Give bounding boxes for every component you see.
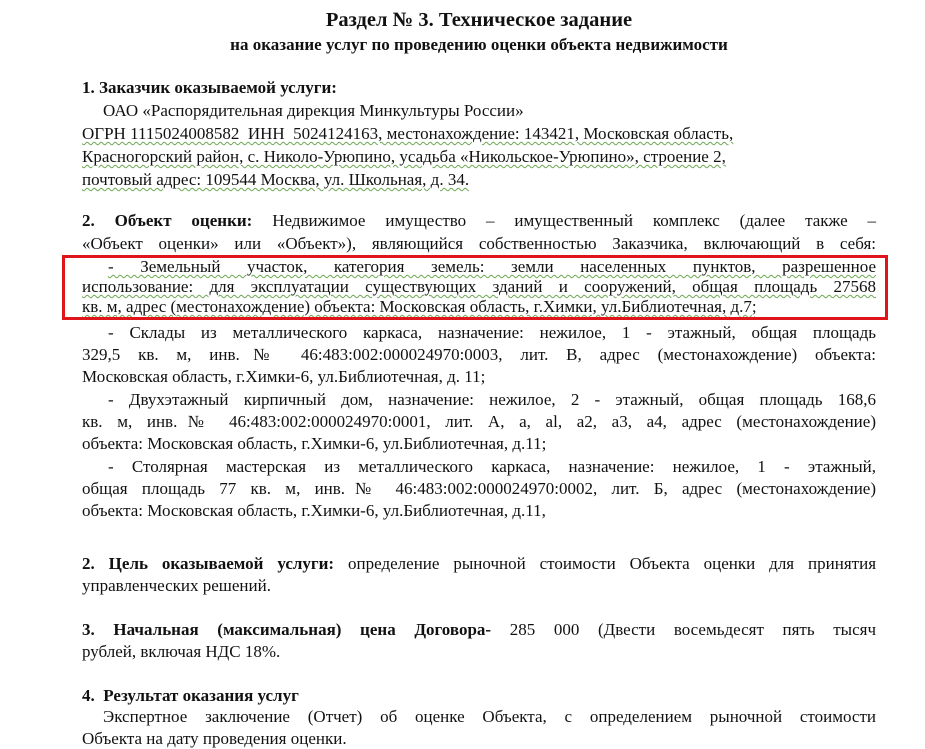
goal-heading: 2. Цель оказываемой услуги:	[82, 554, 335, 573]
customer-ogrn-text: ОГРН 1115024008582 ИНН 5024124163, местонахождение: 143421, Московская область,	[82, 124, 734, 143]
object-intro-rest: Недвижимое имущество – имущественный комплекс (далее также –	[272, 211, 877, 230]
price-line-1	[82, 620, 876, 640]
warehouse-line-1: - Склады из металлического каркаса, назначение: нежилое, 1 - этажный, общая площадь	[108, 323, 876, 342]
goal-line-1	[82, 554, 876, 574]
section-title: Раздел № 3. Техническое задание	[325, 9, 633, 31]
customer-heading: 1. Заказчик оказываемой услуги:	[82, 78, 337, 97]
land-plot-line-2: использование: для эксплуатации существующих зданий и сооружений, общая площадь 27568	[82, 277, 876, 296]
price-line-2: рублей, включая НДС 18%.	[82, 642, 281, 661]
customer-address-text: Красногорский район, с. Николо-Урюпино, усадьба «Никольское-Урюпино», строение 2,	[82, 147, 726, 166]
goal-text: определение рыночной стоимости Объекта оценки для принятия	[348, 554, 877, 573]
customer-name: ОАО «Распорядительная дирекция Минкультуры России»	[103, 101, 524, 120]
customer-postal-text: почтовый адрес: 109544 Москва, ул. Школьная, д. 34.	[82, 170, 470, 189]
brick-house-line-2: кв. м, инв.№ 46:483:002:000024970:0001, лит. А, а, al, а2, а3, а4, адрес (местонахождение)	[82, 412, 876, 431]
result-line-2: Объекта на дату проведения оценки.	[82, 729, 347, 748]
warehouse-line-2: 329,5 кв. м, инв.№ 46:483:002:000024970:0003, лит. В, адрес (местонахождение) объекта:	[82, 345, 876, 364]
object-intro-line	[82, 211, 876, 231]
price-text: 285 000 (Двести восемьдесят пять тысяч	[509, 620, 876, 639]
brick-house-line-3: объекта: Московская область, г.Химки-6, ул.Библиотечная, д.11;	[82, 434, 547, 453]
result-heading: 4. Результат оказания услуг	[82, 686, 299, 705]
goal-line-2: управленческих решений.	[82, 576, 271, 595]
land-plot-line-1: - Земельный участок, категория земель: земли населенных пунктов, разрешенное	[108, 257, 876, 276]
customer-address-line	[82, 147, 726, 167]
object-heading: 2. Объект оценки:	[82, 211, 253, 230]
warehouse-line-3: Московская область, г.Химки-6, ул.Библиотечная, д. 11;	[82, 367, 486, 386]
workshop-line-3: объекта: Московская область, г.Химки-6, ул.Библиотечная, д.11,	[82, 501, 546, 520]
result-line-1: Экспертное заключение (Отчет) об оценке Объекта, с определением рыночной стоимости	[103, 707, 876, 726]
customer-ogrn-line	[82, 124, 733, 144]
workshop-line-1: - Столярная мастерская из металлического каркаса, назначение: нежилое, 1 - этажный,	[108, 457, 876, 476]
brick-house-line-1: - Двухэтажный кирпичный дом, назначение: нежилое, 2 - этажный, общая площадь 168,6	[108, 390, 876, 409]
land-plot-line-3: кв. м, адрес (местонахождение) объекта: Московская область, г.Химки, ул.Библиотечная, д.7;	[82, 297, 757, 316]
customer-postal-line	[82, 170, 469, 190]
section-subtitle: на оказание услуг по проведению оценки объекта недвижимости	[230, 35, 728, 54]
object-intro-line-2: «Объект оценки» или «Объект»), являющийся собственностью Заказчика, включающий в себя:	[82, 234, 876, 253]
highlight-rectangle	[62, 255, 888, 320]
workshop-line-2: общая площадь 77 кв. м, инв.№ 46:483:002:000024970:0002, лит. Б, адрес (местонахождение)	[82, 479, 876, 498]
price-heading: 3. Начальная (максимальная) цена Договора-	[82, 620, 492, 639]
